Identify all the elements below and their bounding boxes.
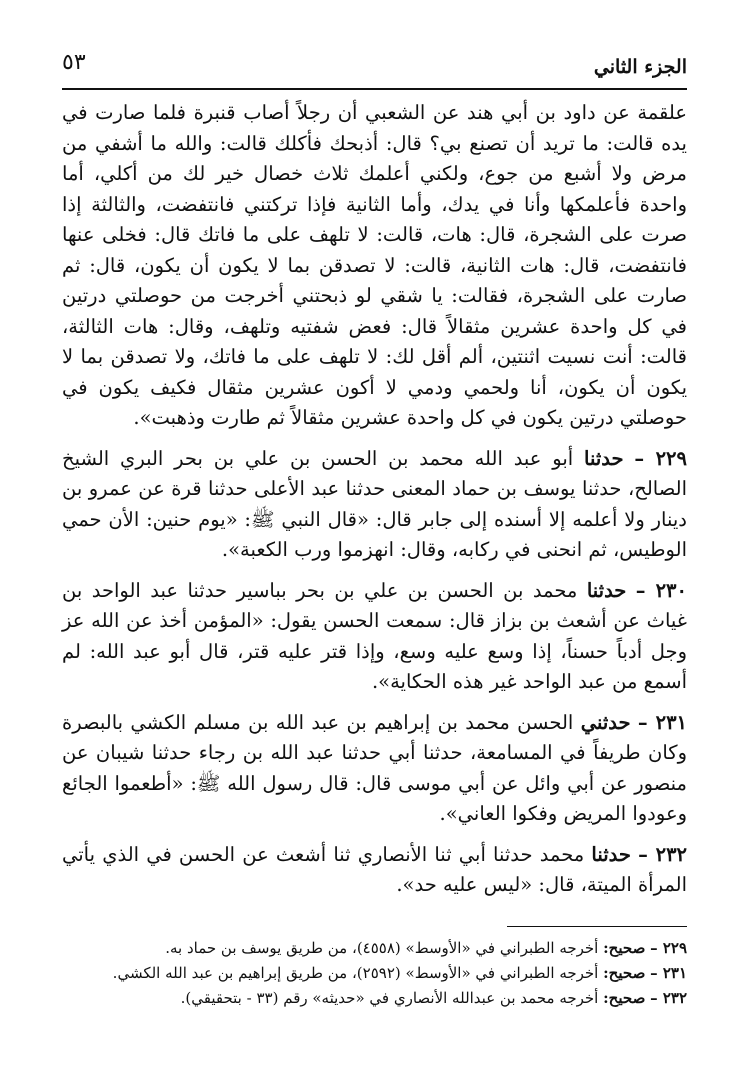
hadith-entry-229: [62, 444, 687, 566]
entry-lead-word: حدثنا: [584, 446, 624, 470]
footnote-number: ٢٣٢ –: [650, 989, 687, 1007]
footnote-divider: [507, 926, 687, 927]
page-header: [62, 40, 687, 90]
entry-text: أبو عبد الله محمد بن الحسن بن علي بن بحر البري الشيخ الصالح، حدثنا يوسف بن حماد المعنى حدثنا عبد الأعلى حدثنا قرة عن عمرو بن دينار ولا أعلمه إلا أسنده إلى جابر قال: «قال النبي ﷺ: «يوم حنين: الأن حمي الوطيس، ثم انحنى في ركابه، وقال: انهزموا ورب الكعبة».: [62, 446, 687, 561]
running-title: الجزء الثاني: [593, 56, 687, 78]
footnote-232: [62, 986, 687, 1011]
footnote-grade: صحيح:: [603, 989, 646, 1007]
footnote-text: أخرجه الطبراني في «الأوسط» (٤٥٥٨)، من طريق يوسف بن حماد به.: [165, 939, 599, 957]
entry-text: الحسن محمد بن إبراهيم بن عبد الله بن مسلم الكشي بالبصرة وكان طريفاً في المسامعة، حدثنا أبي حدثنا عبد الله بن رجاء حدثنا شيبان عن منصور عن أبي وائل عن أبي موسى قال: قال رسول الله ﷺ: «أطعموا الجائع وعودوا المريض وفكوا العاني».: [62, 710, 687, 825]
hadith-entry-232: [62, 840, 687, 901]
entry-text: محمد بن الحسن بن علي بن بحر بباسير حدثنا عبد الواحد بن غياث عن أشعث بن بزاز قال: سمعت الحسن يقول: «المؤمن أخذ عن الله عز وجل أدباً حسناً، إذا وسع عليه وسع، وإذا قتر عليه قتر، قال أبو عبد الله: لم أسمع من عبد الواحد غير هذه الحكاية».: [62, 578, 687, 693]
entry-number: ٢٣٠ –: [635, 578, 687, 602]
entry-number: ٢٢٩ –: [634, 446, 687, 470]
hadith-entry-231: [62, 708, 687, 830]
main-text: [62, 98, 687, 901]
footnote-grade: صحيح:: [603, 939, 646, 957]
entry-number: ٢٣٢ –: [638, 842, 688, 866]
entry-text: محمد حدثنا أبي ثنا الأنصاري ثنا أشعث عن الحسن في الذي يأتي المرأة الميتة، قال: «ليس عليه حد».: [62, 842, 687, 896]
footnote-text: أخرجه الطبراني في «الأوسط» (٢٥٩٢)، من طريق إبراهيم بن عبد الله الكشي.: [112, 964, 599, 982]
footnotes: [62, 936, 687, 1011]
footnote-grade: صحيح:: [603, 964, 646, 982]
footnote-number: ٢٢٩ –: [650, 939, 687, 957]
entry-number: ٢٣١ –: [637, 710, 688, 734]
entry-lead-word: حدثنا: [591, 842, 631, 866]
entry-lead-word: حدثنا: [586, 578, 627, 602]
continuation-paragraph: علقمة عن داود بن أبي هند عن الشعبي أن رجلاً أصاب قنبرة فلما صارت في يده قالت: ما تريد أن تصنع بي؟ قال: أذبحك فأكلك قالت: والله ما أشفي من مرض ولا أشبع من جوع، ولكني أعلمك ثلاث خصال خير لك من أكلي، أما واحدة فأعلمكها وأنا في يدك، وأما الثانية فإذا تركتني فانتفضت، والثالثة إذا صرت على الشجرة، قال: هات، قالت: لا تلهف على ما فاتك قال: فخلى عنها فانتفضت، قال: هات الثانية، قالت: لا تصدقن بما لا يكون أن يكون، قال: ثم صارت على الشجرة، فقالت: يا شقي لو ذبحتني أخرجت من حوصلتي درتين في كل واحدة عشرين مثقالاً قال: فعض شفتيه وتلهف، وقال: هات الثالثة، قالت: أنت نسيت اثنتين، ألم أقل لك: لا تلهف على ما فاتك، ولا تصدقن بما لا يكون أن يكون، أنا ولحمي ودمي لا أكون عشرين مثقال فكيف يكون في حوصلتي درتين يكون في كل واحدة عشرين مثقالاً ثم طارت وذهبت».: [62, 101, 687, 429]
footnote-231: [62, 961, 687, 986]
footnote-229: [62, 936, 687, 961]
hadith-entry-230: [62, 576, 687, 698]
footnote-number: ٢٣١ –: [650, 964, 687, 982]
page-number: ٥٣: [62, 50, 86, 75]
entry-lead-word: حدثني: [580, 710, 631, 734]
footnote-text: أخرجه محمد بن عبدالله الأنصاري في «حديثه» رقم (٣٣ - بتحقيقي).: [180, 989, 599, 1007]
